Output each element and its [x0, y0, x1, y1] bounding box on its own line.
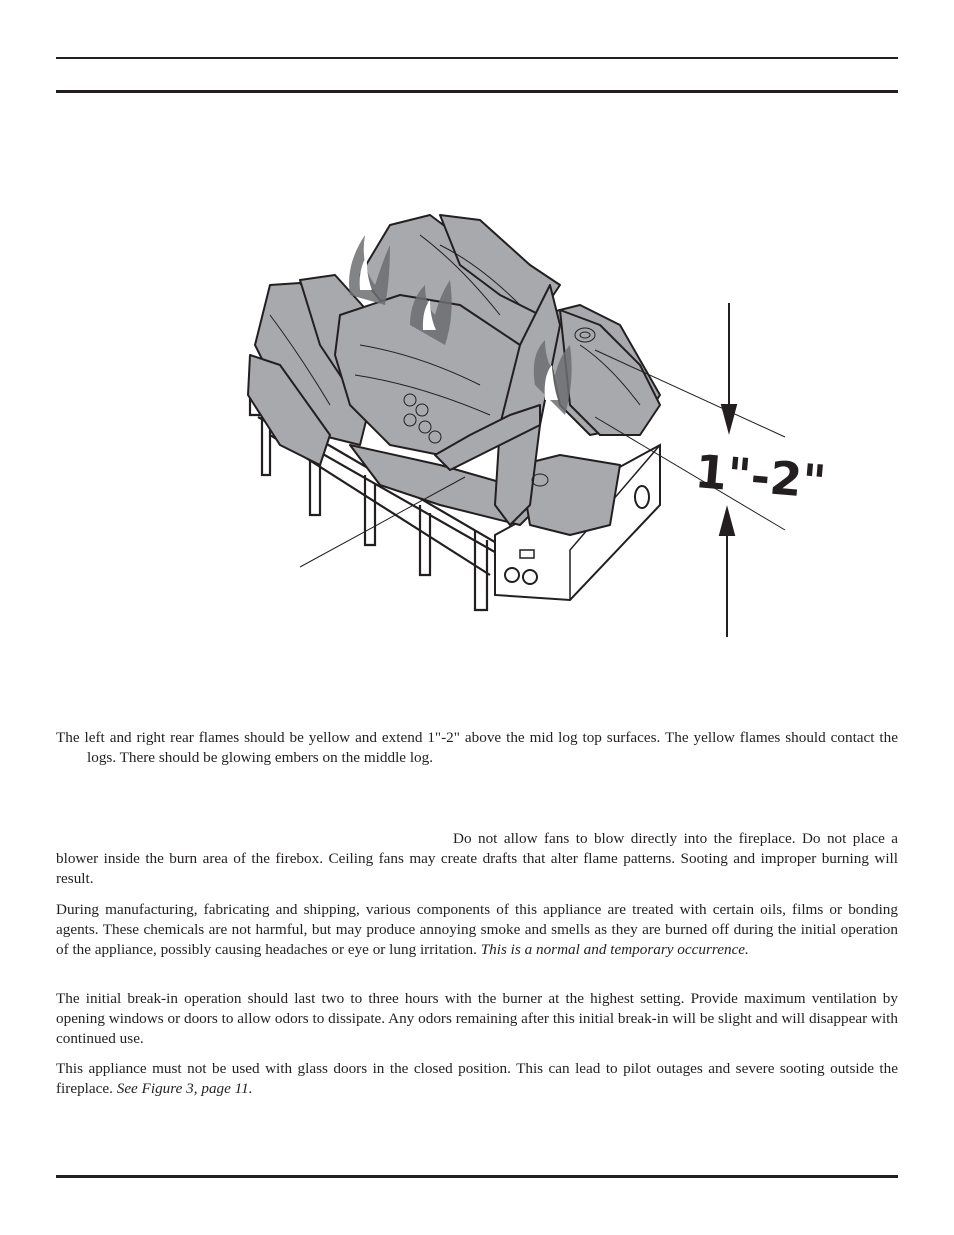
bottom-rule — [56, 1175, 898, 1178]
top-rule-thick — [56, 90, 898, 93]
manufacturing-text: During manufacturing, fabricating and shipping, various components of this appliance are treated with certain oils, films or bonding agents. These chemicals are not harmful, but may produce annoying smoke and smells as they are burned off during the initial operation of the appliance, possibly causing headaches or eye or lung irritation. — [56, 901, 898, 958]
flames-text: The left and right rear flames should be yellow and extend 1"-2" above the mid log top surfaces. The yellow flames should contact the logs. There should be glowing embers on the middle log. — [56, 729, 898, 766]
glass-doors-text: This appliance must not be used with glass doors in the closed position. This can lead to pilot outages and severe sooting outside the fireplace. — [56, 1060, 898, 1097]
fans-text: Do not allow fans to blow directly into the fireplace. Do not place a blower inside the burn area of the firebox. Ceiling fans may create drafts that alter flame patterns. Sooting and improper burning will result. — [56, 830, 898, 887]
glass-doors-italic: See Figure 3, page 11. — [116, 1080, 253, 1097]
top-rule-thin — [56, 57, 898, 59]
dimension-label: 1"-2" — [692, 444, 829, 510]
break-in-text: The initial break-in operation should last two to three hours with the burner at the highest setting. Provide maximum ventilation by opening windows or doors to allow odors to dissipate. Any odors remaining after this initial break-in will be slight and will disappear with continued use. — [56, 990, 898, 1047]
log-set-flame-figure — [240, 205, 829, 645]
fans-paragraph — [56, 829, 898, 889]
glass-doors-paragraph — [56, 1059, 898, 1099]
manufacturing-italic: This is a normal and temporary occurrence. — [480, 941, 749, 958]
break-in-paragraph — [56, 989, 898, 1049]
flames-paragraph — [56, 728, 898, 768]
manufacturing-paragraph — [56, 900, 898, 960]
